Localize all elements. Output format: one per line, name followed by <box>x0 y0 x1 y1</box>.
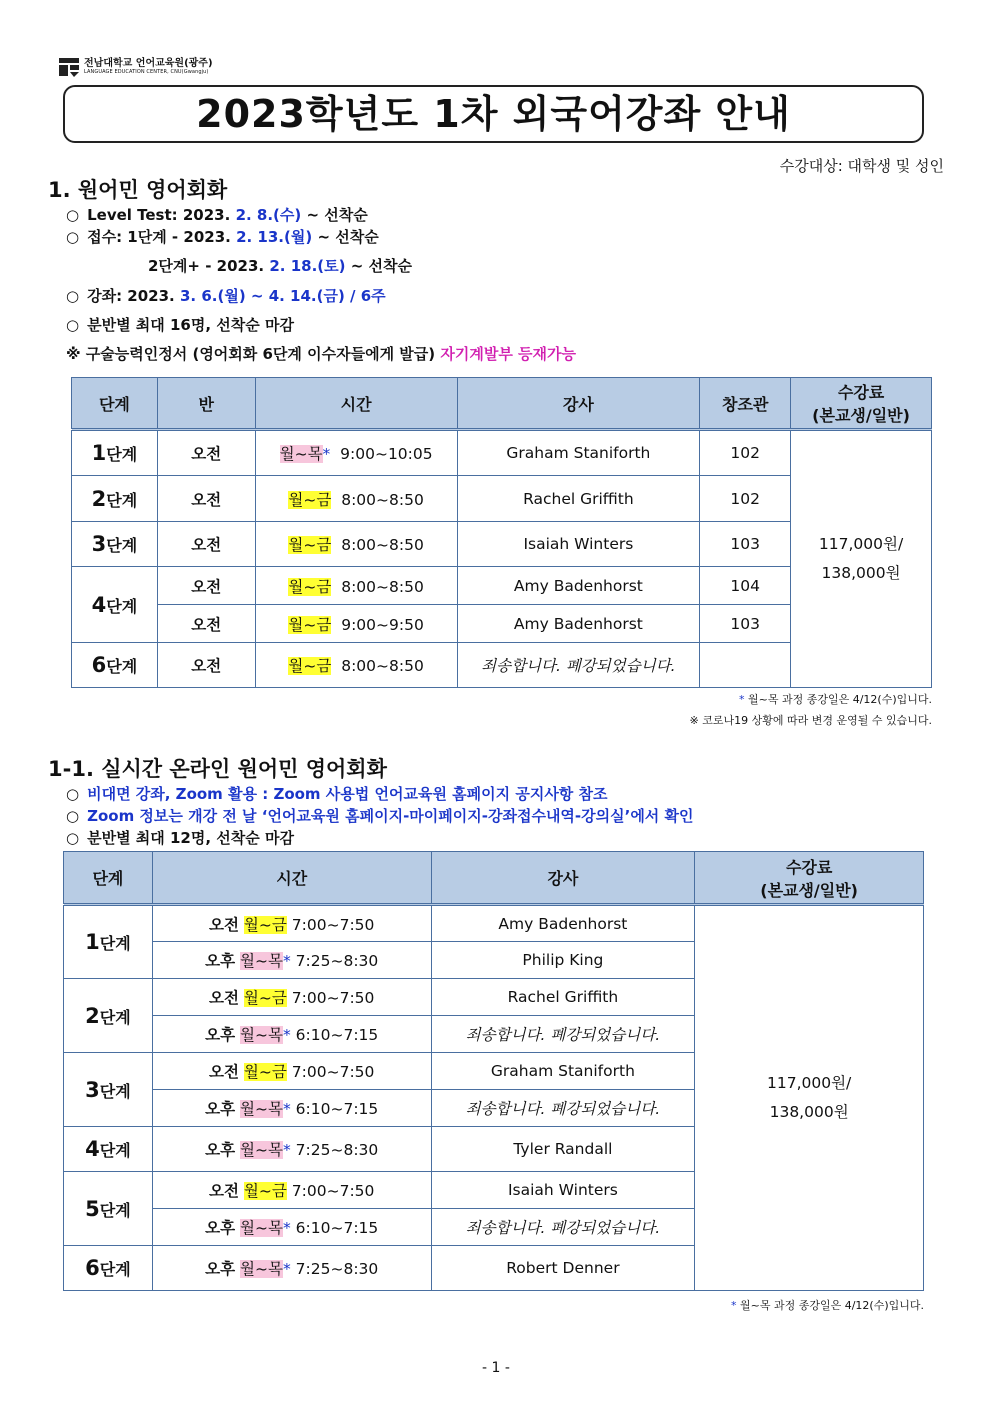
logo <box>58 56 213 78</box>
level-test-line: ○ Level Test: 2023. 2. 8.(수) ~ 선착순 <box>66 206 368 224</box>
teacher-cell: Tyler Randall <box>431 1127 695 1172</box>
class-cell: 오전 <box>157 522 255 567</box>
teacher-cell: 죄송합니다. 폐강되었습니다. <box>457 643 700 688</box>
room-cell: 102 <box>700 430 791 476</box>
class-cell: 오전 <box>157 430 255 476</box>
time-cell: 오후 월~목* 7:25~8:30 <box>152 1127 431 1172</box>
level-cell: 2단계 <box>72 476 158 522</box>
teacher-cell: Isaiah Winters <box>431 1172 695 1209</box>
teacher-cell: 죄송합니다. 폐강되었습니다. <box>431 1016 695 1053</box>
header-teacher: 강사 <box>431 852 695 905</box>
bullet-circle-icon: ○ <box>66 316 80 334</box>
teacher-cell: Amy Badenhorst <box>457 605 700 643</box>
teacher-cell: Isaiah Winters <box>457 522 700 567</box>
bullet-circle-icon: ○ <box>66 829 80 847</box>
registration-line-2: 2단계+ - 2023. 2. 18.(토) ~ 선착순 <box>148 257 412 275</box>
teacher-cell: Amy Badenhorst <box>431 905 695 942</box>
level-cell: 5단계 <box>64 1172 153 1246</box>
page-number: - 1 - <box>482 1360 510 1376</box>
course-period-line: ○ 강좌: 2023. 3. 6.(월) ~ 4. 14.(금) / 6주 <box>66 287 386 305</box>
logo-english-text: LANGUAGE EDUCATION CENTER, CNU(Gwangju) <box>84 69 209 75</box>
time-cell: 오후 월~목* 6:10~7:15 <box>152 1209 431 1246</box>
room-cell: 102 <box>700 476 791 522</box>
teacher-cell: Rachel Griffith <box>431 979 695 1016</box>
title-box <box>63 85 924 143</box>
bullet-circle-icon: ○ <box>66 807 80 825</box>
bullet-circle-icon: ○ <box>66 228 80 246</box>
header-level: 단계 <box>72 378 158 430</box>
class-cell: 오전 <box>157 605 255 643</box>
class-cell: 오전 <box>157 567 255 605</box>
bullet-circle-icon: ○ <box>66 287 80 305</box>
header-time: 시간 <box>255 378 457 430</box>
teacher-cell: Rachel Griffith <box>457 476 700 522</box>
time-cell: 월~금 8:00~8:50 <box>255 476 457 522</box>
bullet-circle-icon: ○ <box>66 785 80 803</box>
time-cell: 오전 월~금 7:00~7:50 <box>152 1172 431 1209</box>
room-cell: 104 <box>700 567 791 605</box>
time-cell: 오후 월~목* 7:25~8:30 <box>152 1246 431 1291</box>
level-cell: 1단계 <box>72 430 158 476</box>
time-cell: 월~금 9:00~9:50 <box>255 605 457 643</box>
section2-heading: 1-1. 실시간 온라인 원어민 영어회화 <box>48 757 387 781</box>
table-row <box>64 905 924 942</box>
teacher-cell: Graham Staniforth <box>457 430 700 476</box>
class-cell: 오전 <box>157 643 255 688</box>
table-row <box>72 430 932 476</box>
table-header-row <box>72 378 932 430</box>
certificate-line: ※ 구술능력인정서 (영어회화 6단계 이수자들에게 발급) 자기계발부 등재가능 <box>66 345 577 363</box>
online-course-end-note: * 월~목 과정 종강일은 4/12(수)입니다. <box>731 1299 924 1312</box>
online-schedule-table <box>63 851 924 1291</box>
header-level: 단계 <box>64 852 153 905</box>
teacher-cell: Graham Staniforth <box>431 1053 695 1090</box>
header-room: 창조관 <box>700 378 791 430</box>
time-cell: 월~금 8:00~8:50 <box>255 567 457 605</box>
teacher-cell: 죄송합니다. 폐강되었습니다. <box>431 1209 695 1246</box>
room-cell: 103 <box>700 522 791 567</box>
covid-note: ※ 코로나19 상황에 따라 변경 운영될 수 있습니다. <box>689 714 932 727</box>
header-fee: 수강료 (본교생/일반) <box>791 378 932 430</box>
level-cell: 4단계 <box>64 1127 153 1172</box>
level-cell: 3단계 <box>64 1053 153 1127</box>
class-cell: 오전 <box>157 476 255 522</box>
online-info-line-1: ○ 비대면 강좌, Zoom 활용 : Zoom 사용법 언어교육원 홈페이지 공지사항 참조 <box>66 785 608 803</box>
teacher-cell: Robert Denner <box>431 1246 695 1291</box>
online-info-line-2: ○ Zoom 정보는 개강 전 날 ‘언어교육원 홈페이지-마이페이지-강좌접수내역-강의실’에서 확인 <box>66 807 694 825</box>
fee-cell: 117,000원/ 138,000원 <box>695 905 924 1291</box>
level-cell: 2단계 <box>64 979 153 1053</box>
room-cell: 103 <box>700 605 791 643</box>
registration-line-1: ○ 접수: 1단계 - 2023. 2. 13.(월) ~ 선착순 <box>66 228 379 246</box>
time-cell: 오후 월~목* 7:25~8:30 <box>152 942 431 979</box>
time-cell: 오전 월~금 7:00~7:50 <box>152 1053 431 1090</box>
time-cell: 오후 월~목* 6:10~7:15 <box>152 1016 431 1053</box>
room-cell <box>700 643 791 688</box>
level-cell: 3단계 <box>72 522 158 567</box>
header-time: 시간 <box>152 852 431 905</box>
level-cell: 4단계 <box>72 567 158 643</box>
teacher-cell: Amy Badenhorst <box>457 567 700 605</box>
header-class: 반 <box>157 378 255 430</box>
table-header-row <box>64 852 924 905</box>
time-cell: 월~금 8:00~8:50 <box>255 522 457 567</box>
teacher-cell: Philip King <box>431 942 695 979</box>
time-cell: 월~금 8:00~8:50 <box>255 643 457 688</box>
offline-schedule-table <box>71 377 932 688</box>
university-emblem-icon <box>58 56 80 78</box>
level-cell: 6단계 <box>64 1246 153 1291</box>
logo-korean-text: 전남대학교 언어교육원(광주) <box>84 58 213 69</box>
capacity-line: ○ 분반별 최대 16명, 선착순 마감 <box>66 316 294 334</box>
level-cell: 6단계 <box>72 643 158 688</box>
bullet-circle-icon: ○ <box>66 206 80 224</box>
page-title: 2023학년도 1차 외국어강좌 안내 <box>196 92 791 136</box>
section1-heading: 1. 원어민 영어회화 <box>48 178 228 202</box>
teacher-cell: 죄송합니다. 폐강되었습니다. <box>431 1090 695 1127</box>
time-cell: 오후 월~목* 6:10~7:15 <box>152 1090 431 1127</box>
time-cell: 월~목* 9:00~10:05 <box>255 430 457 476</box>
fee-cell: 117,000원/ 138,000원 <box>791 430 932 688</box>
time-cell: 오전 월~금 7:00~7:50 <box>152 905 431 942</box>
header-fee: 수강료 (본교생/일반) <box>695 852 924 905</box>
course-end-note: * 월~목 과정 종강일은 4/12(수)입니다. <box>739 693 932 706</box>
header-teacher: 강사 <box>457 378 700 430</box>
online-capacity-line: ○ 분반별 최대 12명, 선착순 마감 <box>66 829 294 847</box>
audience-text: 수강대상: 대학생 및 성인 <box>779 157 944 175</box>
time-cell: 오전 월~금 7:00~7:50 <box>152 979 431 1016</box>
level-cell: 1단계 <box>64 905 153 979</box>
